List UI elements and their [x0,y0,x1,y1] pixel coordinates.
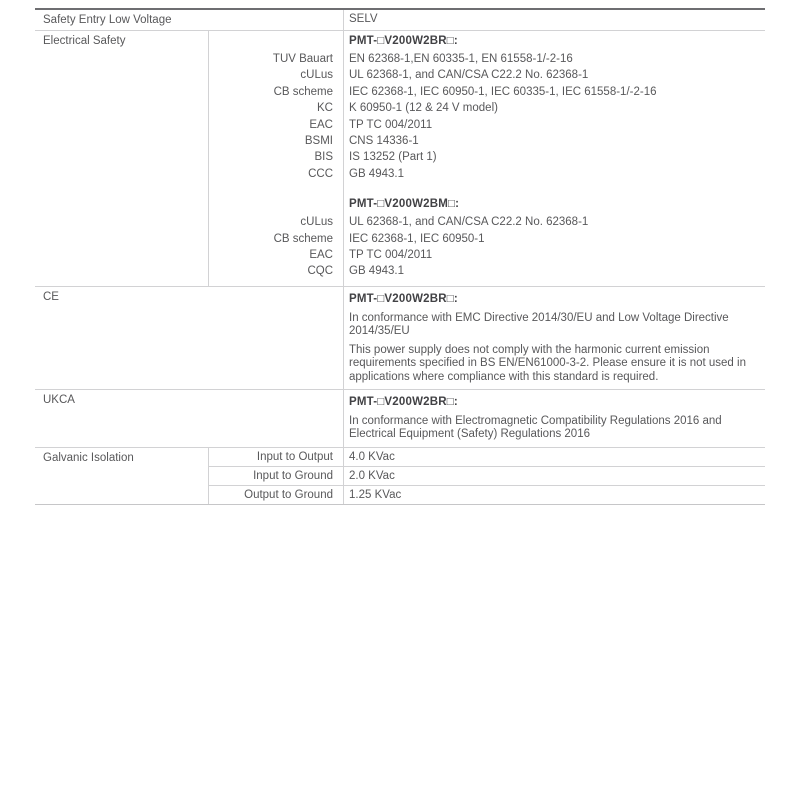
isolation-row [209,485,765,504]
cert-label: CB scheme [273,85,333,98]
cert-label: EAC [309,249,333,262]
cert-label-empty [209,31,343,51]
isolation-param: Input to Ground [253,469,333,482]
row-galvanic-isolation [35,448,765,504]
isolation-value: 4.0 KVac [343,448,765,466]
model-group2-title-row [209,194,765,214]
safety-spec-table [35,8,765,505]
cert-row [209,133,765,149]
galvanic-subtable [208,448,765,504]
cert-value: K 60950-1 (12 & 24 V model) [343,100,765,116]
row-ce [35,287,765,390]
row-safety-entry-low-voltage [35,10,765,31]
cert-value: UL 62368-1, and CAN/CSA C22.2 No. 62368-1 [343,214,765,230]
cert-row [209,149,765,165]
cert-value: GB 4943.1 [343,166,765,182]
cert-value: IEC 62368-1, IEC 60950-1 [343,231,765,247]
ce-content [343,287,765,389]
cert-row [209,214,765,230]
isolation-row [209,466,765,485]
cert-value: UL 62368-1, and CAN/CSA C22.2 No. 62368-1 [343,67,765,83]
row-ukca [35,390,765,448]
cert-label-empty [209,194,343,214]
cert-label: cULus [300,69,333,82]
row-electrical-safety [35,31,765,287]
isolation-row [209,448,765,466]
spec-label-ukca: UKCA [43,393,75,406]
cert-label: cULus [300,216,333,229]
ukca-paragraph-1: In conformance with Electromagnetic Compatibility Regulations 2016 and Electrical Equipment (Safety) Regulations 2016 [349,414,722,441]
cert-value: IS 13252 (Part 1) [343,149,765,165]
cert-label: BSMI [304,135,333,148]
ukca-model-name: PMT-□V200W2BR□: [349,395,458,408]
cert-value: GB 4943.1 [343,263,765,285]
isolation-param: Output to Ground [244,488,333,501]
cert-label: EAC [309,118,333,131]
cert-value: IEC 62368-1, IEC 60950-1, IEC 60335-1, IEC 61558-1/-2-16 [343,84,765,100]
ce-model-name: PMT-□V200W2BR□: [349,292,458,305]
spec-value-selv: SELV [343,10,765,30]
cert-row [209,166,765,182]
spec-label-ce: CE [43,290,59,303]
cert-label: KC [317,102,333,115]
cert-row [209,67,765,83]
group-spacer-row [209,182,765,194]
cert-row [209,100,765,116]
cert-label: CB scheme [273,232,333,245]
model-name-bm: PMT-□V200W2BM□: [343,194,765,214]
cert-label: TUV Bauart [272,53,333,65]
spec-label-galvanic-isolation: Galvanic Isolation [43,451,134,464]
cert-value: CNS 14336-1 [343,133,765,149]
ce-paragraph-2: This power supply does not comply with the harmonic current emission requirements specified in BS EN/EN61000-3-2. Please ensure it is not used in applications where compliance with this standard is required. [349,343,746,383]
cert-row [209,117,765,133]
cert-value: EN 62368-1,EN 60335-1, EN 61558-1/-2-16 [343,51,765,67]
isolation-value: 1.25 KVac [343,486,765,504]
cert-label: CCC [308,167,333,180]
cert-row [209,84,765,100]
spec-label-electrical-safety: Electrical Safety [43,35,126,47]
ce-paragraph-1: In conformance with EMC Directive 2014/30/EU and Low Voltage Directive 2014/35/EU [349,311,729,338]
ukca-content [343,390,765,447]
cert-row [209,247,765,263]
cert-label: BIS [314,151,333,164]
cert-value: TP TC 004/2011 [343,247,765,263]
isolation-value: 2.0 KVac [343,467,765,485]
cert-label: CQC [307,265,333,278]
model-group1-title-row [209,31,765,51]
cert-row [209,231,765,247]
cert-value: TP TC 004/2011 [343,117,765,133]
cert-row [209,263,765,285]
model-name-br: PMT-□V200W2BR□: [343,31,765,51]
spec-label-safety-entry: Safety Entry Low Voltage [43,14,172,26]
isolation-param: Input to Output [256,450,333,463]
electrical-safety-subtable [208,31,765,286]
cert-row [209,51,765,67]
